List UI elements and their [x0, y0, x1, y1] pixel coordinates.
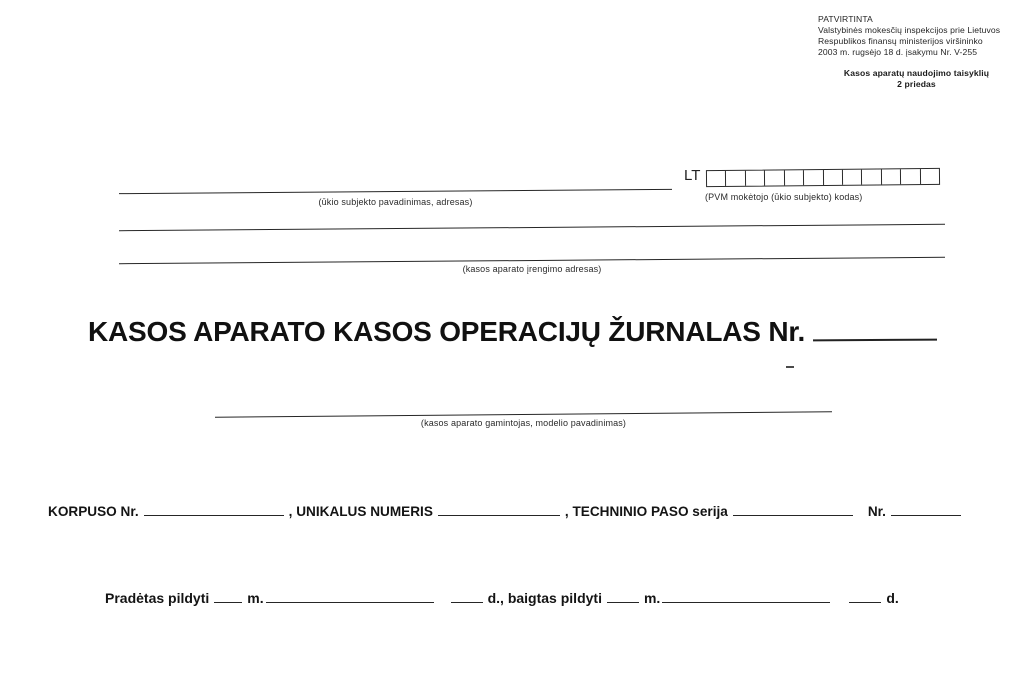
- vat-code-cell: [901, 169, 921, 184]
- address-field-caption: (kasos aparato įrengimo adresas): [462, 264, 602, 274]
- vat-code-cell: [707, 171, 727, 186]
- vat-code-cell: [765, 170, 785, 185]
- vat-prefix-label: LT: [684, 167, 701, 184]
- started-day-blank: [451, 597, 483, 603]
- address-field-line-1: [119, 224, 945, 231]
- subject-field-caption: (ūkio subjekto pavadinimas, adresas): [318, 197, 473, 207]
- subject-field-line: [119, 189, 672, 194]
- manufacturer-field-line: [215, 411, 832, 417]
- scan-artifact-dash: [786, 366, 794, 368]
- vat-code-cell: [843, 170, 863, 185]
- techninio-label: , TECHNINIO PASO serija: [564, 504, 728, 519]
- approval-annex-number: 2 priedas: [897, 79, 936, 89]
- vat-code-cell: [862, 169, 882, 184]
- unikalus-number-blank: [438, 510, 560, 516]
- fill-dates-row: [105, 590, 899, 606]
- started-year-blank: [214, 597, 242, 603]
- ended-day-blank: [849, 597, 881, 603]
- vat-field-caption: (PVM mokėtojo (ūkio subjekto) kodas): [705, 192, 863, 202]
- journal-number-blank: [813, 334, 937, 342]
- journal-title: KASOS APARATO KASOS OPERACIJŲ ŽURNALAS Nr.: [88, 316, 806, 347]
- approval-line-1: PATVIRTINTA: [818, 14, 873, 24]
- vat-code-cell: [823, 170, 843, 185]
- approval-block: [818, 14, 1015, 90]
- vat-code-cell: [804, 170, 824, 185]
- ended-d-label: d.: [886, 590, 899, 606]
- approval-line-4: 2003 m. rugsėjo 18 d. įsakymu Nr. V-255: [818, 47, 978, 57]
- unikalus-label: , UNIKALUS NUMERIS: [288, 504, 433, 519]
- paso-nr-label: Nr.: [867, 504, 886, 519]
- vat-code-cell: [726, 171, 746, 186]
- vat-code-cell: [882, 169, 902, 184]
- vat-code-cell: [746, 171, 766, 186]
- manufacturer-field-caption: (kasos aparato gamintojas, modelio pavadinimas): [420, 418, 627, 428]
- started-label: Pradėtas pildyti: [105, 590, 210, 606]
- approval-line-2: Valstybinės mokesčių inspekcijos prie Lietuvos: [818, 25, 1001, 35]
- korpuso-label: KORPUSO Nr.: [48, 504, 139, 519]
- device-identification-row: [48, 504, 966, 519]
- vat-code-cell: [921, 169, 940, 184]
- approval-line-3: Respublikos finansų ministerijos viršininko: [818, 36, 983, 46]
- approval-annex-block: [818, 68, 1015, 90]
- ended-year-blank: [607, 597, 639, 603]
- ended-month-blank: [662, 597, 830, 603]
- paso-number-blank: [891, 510, 961, 516]
- korpuso-number-blank: [144, 510, 284, 516]
- vat-code-cell: [785, 170, 805, 185]
- ended-m-label: m.: [643, 590, 661, 606]
- started-month-blank: [266, 597, 434, 603]
- approval-annex-title: Kasos aparatų naudojimo taisyklių: [843, 68, 990, 78]
- ended-label: d., baigtas pildyti: [487, 590, 602, 606]
- journal-title-row: [88, 316, 937, 348]
- paso-serija-blank: [733, 510, 853, 516]
- started-m-label: m.: [247, 590, 264, 606]
- vat-code-comb: [706, 168, 940, 187]
